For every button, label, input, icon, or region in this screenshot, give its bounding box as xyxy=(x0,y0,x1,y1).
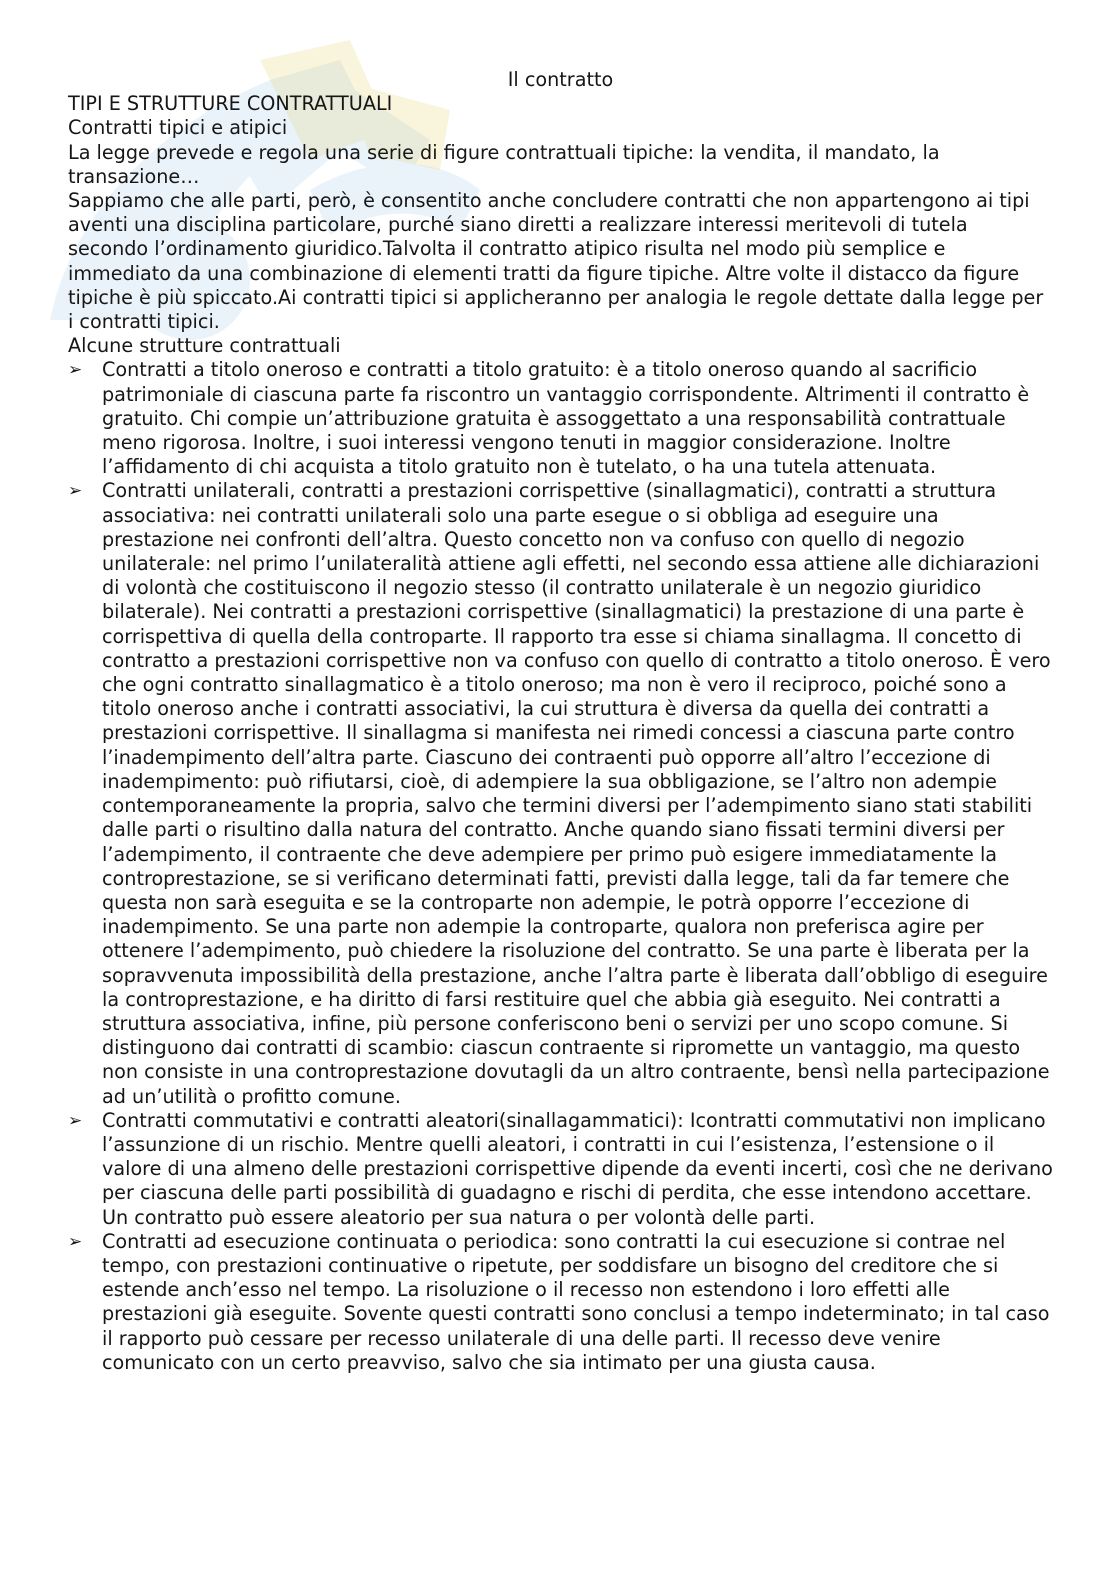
list-item-text: Contratti unilaterali, contratti a prestazioni corrispettive (sinallagmatici), contratti a struttura associativa: nei contratti unilaterali solo una parte esegue o si obbliga ad eseguire una prestazione nei confronti dell’altra. Questo concetto non va confuso con quello di negozio unilaterale: nel primo l’unilateralità attiene agli effetti, nel secondo essa attiene alle dichiarazioni di volontà che costituiscono il negozio stesso (il contratto unilaterale è un negozio giuridico bilaterale). Nei contratti a prestazioni corrispettive (sinallagmatici) la prestazione di una parte è corrispettiva di quella della controparte. Il rapporto tra esse si chiama sinallagma. Il concetto di contratto a prestazioni corrispettive non va confuso con quello di contratto a titolo oneroso. È vero che ogni contratto sinallagmatico è a titolo oneroso; ma non è vero il reciproco, poiché sono a titolo oneroso anche i contratti associativi, la cui struttura è diversa da quella dei contratti a prestazioni corrispettive. Il sinallagma si manifesta nei rimedi concessi a ciascuna parte contro l’inadempimento dell’altra parte. Ciascuno dei contraenti può opporre all’altro l’eccezione di inadempimento: può rifiutarsi, cioè, di adempiere la sua obbligazione, se l’altro non adempie contemporaneamente la propria, salvo che termini diversi per l’adempimento siano stati stabiliti dalle parti o risultino dalla natura del contratto. Anche quando siano fissati termini diversi per l’adempimento, il contraente che deve adempiere per primo può esigere immediatamente la controprestazione, se si verificano determinati fatti, previsti dalla legge, tali da far temere che questa non sarà eseguita e se la controparte non adempie, le potrà opporre l’eccezione di inadempimento. Se una parte non adempie la controparte, qualora non preferisca agire per ottenere l’adempimento, può chiedere la risoluzione del contratto. Se una parte è liberata per la sopravvenuta impossibilità della prestazione, anche l’altra parte è liberata dall’obbligo di eseguire la controprestazione, e ha diritto di farsi restituire quel che abbia già eseguito. Nei contratti a struttura associativa, infine, più persone conferiscono beni o servizi per uno scopo comune. Si distinguono dai contratti di scambio: ciascun contraente si ripromette un vantaggio, ma questo non consiste in una controprestazione dovutagli da un altro contraente, bensì nella partecipazione ad un’utilità o profitto comune. xyxy=(102,479,1051,1108)
paragraph-atipici: Sappiamo che alle parti, però, è consentito anche concludere contratti che non appartengono ai tipi aventi una disciplina particolare, purché siano diretti a realizzare interessi meritevoli di tutela secondo l’ordinamento giuridico.Talvolta il contratto atipico risulta nel modo più semplice e immediato da una combinazione di elementi tratti da figure tipiche. Altre volte il distacco da figure tipiche è più spiccato.Ai contratti tipici si applicheranno per analogia le regole dettate dalla legge per i contratti tipici. xyxy=(68,189,1044,334)
list-item-text: Contratti a titolo oneroso e contratti a titolo gratuito: è a titolo oneroso quando al sacrificio patrimoniale di ciascuna parte fa riscontro un vantaggio corrispondente. Altrimenti il contratto è gratuito. Chi compie un’attribuzione gratuita è assoggettato a una responsabilità contrattuale meno rigorosa. Inoltre, i suoi interessi vengono tenuti in maggior considerazione. Inoltre l’affidamento di chi acquista a titolo gratuito non è tutelato, o ha una tutela attenuata. xyxy=(102,358,1030,479)
arrow-bullet-icon: ➢ xyxy=(68,1231,83,1252)
bullet-list xyxy=(68,358,1053,1375)
list-item-text: Contratti commutativi e contratti aleatori(sinallagammatici): Icontratti commutativi non implicano l’assunzione di un rischio. Mentre quelli aleatori, i contratti in cui l’esistenza, l’estensione o il valore di una almeno delle prestazioni corrispettive dipende da eventi incerti, così che ne derivano per ciascuna delle parti possibilità di guadagno e rischi di perdita, che esse intendono accettare. Un contratto può essere aleatorio per sua natura o per volontà delle parti. xyxy=(102,1108,1053,1229)
arrow-bullet-icon: ➢ xyxy=(68,360,83,381)
list-item xyxy=(68,1109,1053,1230)
list-item xyxy=(68,358,1053,479)
document-page xyxy=(68,68,1053,1375)
list-item-text: Contratti ad esecuzione continuata o periodica: sono contratti la cui esecuzione si contrae nel tempo, con prestazioni continuative o ripetute, per soddisfare un bisogno del creditore che si estende anch’esso nel tempo. La risoluzione o il recesso non estendono i loro effetti alle prestazioni già eseguite. Sovente questi contratti sono conclusi a tempo indeterminato; in tal caso il rapporto può cessare per recesso unilaterale di una delle parti. Il recesso deve venire comunicato con un certo preavviso, salvo che sia intimato per una giusta causa. xyxy=(102,1229,1050,1374)
arrow-bullet-icon: ➢ xyxy=(68,1110,83,1131)
subheading-tipici-atipici: Contratti tipici e atipici xyxy=(68,116,288,140)
list-item xyxy=(68,1230,1053,1375)
paragraph-intro: La legge prevede e regola una serie di figure contrattuali tipiche: la vendita, il mandato, la transazione… xyxy=(68,140,940,188)
arrow-bullet-icon: ➢ xyxy=(68,481,83,502)
subheading-strutture: Alcune strutture contrattuali xyxy=(68,334,341,358)
section-heading: TIPI E STRUTTURE CONTRATTUALI xyxy=(68,92,393,116)
list-item xyxy=(68,479,1053,1108)
page-title: Il contratto xyxy=(507,68,614,91)
